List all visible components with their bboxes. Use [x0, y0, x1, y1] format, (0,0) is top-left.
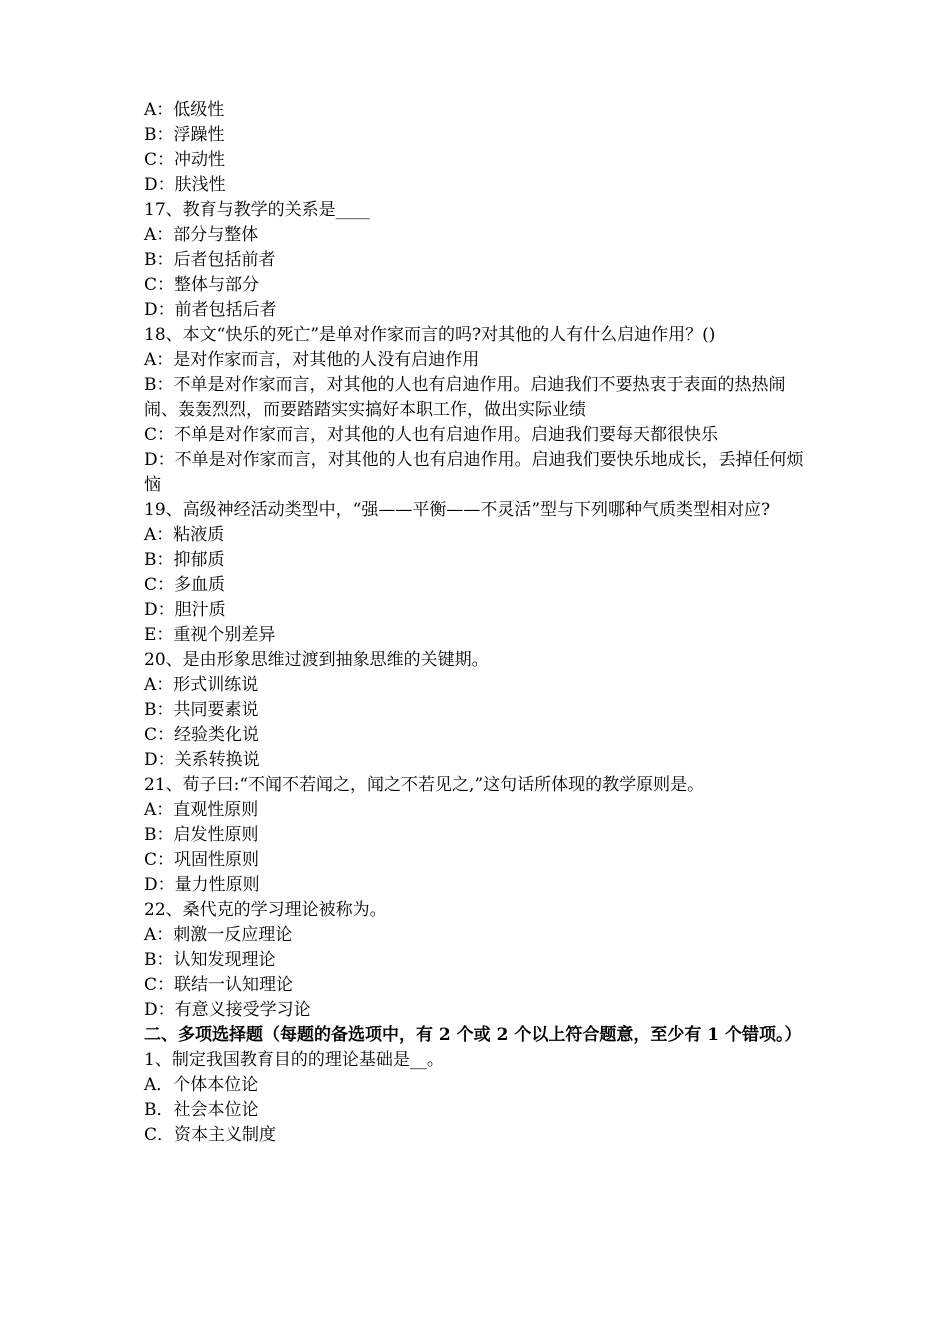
- option-text: B：共同要素说: [144, 700, 259, 720]
- question-text: 22、桑代克的学习理论被称为。: [144, 900, 387, 920]
- option-text: D：有意义接受学习论: [144, 1000, 311, 1020]
- option-text: C：冲动性: [144, 150, 226, 170]
- option-text: A：形式训练说: [144, 675, 259, 695]
- option-text: B：抑郁质: [144, 550, 225, 570]
- option-text: B．社会本位论: [144, 1100, 259, 1120]
- option-text: A：部分与整体: [144, 225, 259, 245]
- option-text: C：不单是对作家而言，对其他的人也有启迪作用。启迪我们要每天都很快乐: [144, 425, 719, 445]
- option-text: B：后者包括前者: [144, 250, 276, 270]
- option-text: A：粘液质: [144, 525, 225, 545]
- option-text: A：低级性: [144, 100, 225, 120]
- document-page: [144, 98, 812, 1148]
- question-text: 17、教育与教学的关系是____: [144, 200, 370, 220]
- option-text: B：认知发现理论: [144, 950, 276, 970]
- question-text: 20、是由形象思维过渡到抽象思维的关键期。: [144, 650, 489, 670]
- question-text: 18、本文“快乐的死亡”是单对作家而言的吗?对其他的人有什么启迪作用？(): [144, 325, 716, 345]
- option-text: D：量力性原则: [144, 875, 260, 895]
- option-text: C．资本主义制度: [144, 1125, 277, 1145]
- question-text: 19、高级神经活动类型中，“强——平衡——不灵活”型与下列哪种气质类型相对应?: [144, 500, 771, 520]
- option-text: B：启发性原则: [144, 825, 259, 845]
- option-text: C：整体与部分: [144, 275, 260, 295]
- option-text: C：多血质: [144, 575, 226, 595]
- question-text: 1、制定我国教育目的的理论基础是__。: [144, 1050, 444, 1070]
- option-text: C：巩固性原则: [144, 850, 260, 870]
- option-text: D：不单是对作家而言，对其他的人也有启迪作用。启迪我们要快乐地成长，丢掉任何烦恼: [144, 450, 804, 495]
- section-heading: 二、多项选择题（每题的备选项中，有 2 个或 2 个以上符合题意，至少有 1 个错项。）: [144, 1025, 802, 1045]
- option-text: C：经验类化说: [144, 725, 260, 745]
- option-text: A：直观性原则: [144, 800, 259, 820]
- option-text: E：重视个别差异: [144, 625, 276, 645]
- option-text: A：刺激一反应理论: [144, 925, 293, 945]
- option-text: D：肤浅性: [144, 175, 226, 195]
- option-text: C：联结一认知理论: [144, 975, 294, 995]
- option-text: D：关系转换说: [144, 750, 260, 770]
- option-text: D：胆汁质: [144, 600, 226, 620]
- option-text: A：是对作家而言，对其他的人没有启迪作用: [144, 350, 480, 370]
- option-text: A．个体本位论: [144, 1075, 259, 1095]
- option-text: B：不单是对作家而言，对其他的人也有启迪作用。启迪我们不要热衷于表面的热热闹闹、轰轰烈烈，而要踏踏实实搞好本职工作，做出实际业绩: [144, 375, 786, 420]
- question-text: 21、荀子曰:“不闻不若闻之，闻之不若见之,”这句话所体现的教学原则是。: [144, 775, 705, 795]
- option-text: B：浮躁性: [144, 125, 225, 145]
- option-text: D：前者包括后者: [144, 300, 277, 320]
